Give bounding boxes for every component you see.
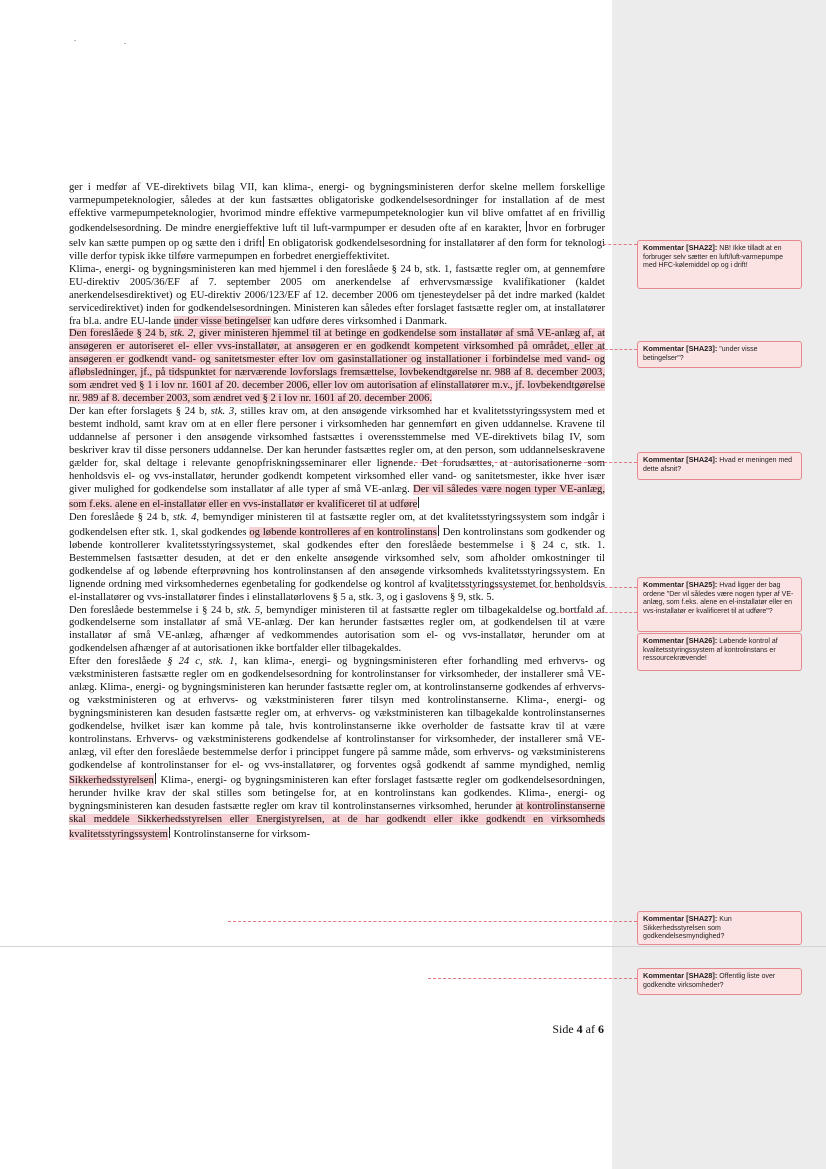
scan-speck (74, 40, 76, 41)
comment-text: Offentlig liste over godkendte virksomheder? (643, 973, 776, 989)
comment-leader (556, 612, 637, 613)
comment-text: Løbende kontrol af kvalitetsstyringssystem af kontrolinstans er ressourcekrævende! (643, 638, 778, 663)
paragraph-3 (69, 328, 605, 406)
comment-sha23[interactable] (637, 341, 802, 368)
comment-text: "under visse betingelser"? (643, 346, 758, 362)
highlight-sha26[interactable]: og løbende kontrolleres af en kontrolinstans (249, 526, 437, 538)
highlight-sha27[interactable]: Sikkerhedsstyrelsen (69, 774, 154, 786)
comment-leader (598, 244, 637, 245)
comment-leader (380, 462, 637, 463)
comment-leader (566, 349, 637, 350)
comment-sha22[interactable] (637, 240, 802, 289)
comment-leader (228, 921, 637, 922)
comment-label: Kommentar [SHA23]: (643, 344, 718, 353)
comment-sha28[interactable] (637, 968, 802, 995)
comment-text: Hvad ligger der bag ordene "Der vil således være nogen typer af VE-anlæg, som f.eks. alene en el-installatør eller en vvs-installatør er kvalificeret til at udføre"? (643, 582, 794, 615)
comment-leader (428, 978, 637, 979)
comment-text: NB! Ikke tilladt at en forbruger selv sætter en luft/luft-varmepumpe med HFC-kølemiddel op og i drift! (643, 245, 784, 270)
comment-label: Kommentar [SHA26]: (643, 636, 718, 645)
comment-sha24[interactable] (637, 452, 802, 480)
paragraph-1: ger i medfør af VE-direktivets bilag VII, kan klima-, energi- og bygningsministeren derfor skelne mellem forskellige varmepumpeteknologier, således at der kun fastsættes obligatoriske godkendelsesordninger for installation af de mest effektive varmepumpeteknologier, hvorimod mindre effektive varmepumpeteknologier kun vil blive omfattet af en frivillig godkendelsesordning. De mindre energieffektive luft til luft-varmpumper er desuden ofte af en karakter, hvor en forbruger selv kan sætte pumpen op og sætte den i drift En obligatorisk godkendelsesordning for installatører af den form for teknologi ville derfor typisk ikke tilføre varmepumpen en forbedret energieffektivitet. (69, 182, 606, 262)
comment-label: Kommentar [SHA24]: (643, 455, 718, 464)
comment-sha26[interactable] (637, 633, 802, 671)
highlight-sha22[interactable]: hvor en forbruger selv kan sætte pumpen op og sætte den i drift (69, 222, 606, 249)
comment-leader (446, 587, 637, 588)
comment-sha27[interactable] (637, 911, 802, 945)
paragraph-5: Den foreslåede § 24 b, stk. 4, bemyndiger ministeren til at fastsætte regler om, at det kvalitetsstyringssystem som indgår i godkendelsen efter stk. 1, skal godkendes og løbende kontrolleres af en kontrolinstans Den kontrolinstans som godkender og løbende kontrollerer kvalitetsstyringssystemet, skal godkendes efter den foreslåede bestemmelse i § 24 c, stk. 1. Bestemmelsen fastsætter desuden, at det er den enkelte ansøgende virksomhed selv, som afholder omkostninger til godkendelse af og løbende efterprøvning hos kontrolinstansen af den ansøgende virksomheds kvalitetsstyringssystem. En lignende ordning med virksomhedernes egenbetaling for godkendelse og kontrol af kvalitetsstyringssystemet for henholdsvis el-installatører og vvs-installatører findes i elinstallatørlovens § 5 a, stk. 3, og i gaslovens § 9, stk. 5. (69, 511, 605, 603)
paragraph-6: Den foreslåede bestemmelse i § 24 b, stk. 5, bemyndiger ministeren til at fastsætte regler om tilbagekaldelse og bortfald af godkendelserne som installatør af små VE-anlæg. Der kan herunder fastsættes regler om, at godkendelsen til at være installatør af små VE-anlæg, afhænger af vedkommendes autorisation som el- og vvs-installatør, herunder om at godkendelsen afhænger af at autorisationen ikke bortfalder eller tilbagekaldes. (69, 604, 605, 655)
highlight-sha28[interactable]: at kontrolinstanserne skal meddele Sikkerhedsstyrelsen eller Energistyrelsen, at de har godkendt eller ikke godkendt en virksomheds kvalitetsstyringssystem (69, 800, 605, 840)
comment-label: Kommentar [SHA28]: (643, 971, 718, 980)
comment-text: Hvad er meningen med dette afsnit? (643, 457, 793, 473)
document-body (69, 182, 605, 842)
paragraph-4: Der kan efter forslagets § 24 b, stk. 3, stilles krav om, at den ansøgende virksomhed har et kvalitetsstyringssystem med et bestemt indhold, samt krav om at en eller flere personer i virksomheden har gennemført en given uddannelse. Kravene til uddannelse af personer i den ansøgende virksomhed fastsættes i overensstemmelse med VE-direktivets bilag IV, som beskriver krav til disse personers uddannelse. Der kan herunder fastsættes regler om, at den person, som uddannelseskravene gælder for, skal deltage i relevante genopfriskningsseminarer eller lignende. Det forudsættes, at autorisationerne som henholdsvis el- og vvs-installatør, herunder godkendt kompetent virksomhed eller vand- og sanitetsmester, ikke hver især giver mulighed for godkendelse som installatør af alle typer af små VE-anlæg. Der vil således være nogen typer VE-anlæg, som f.eks. alene en el-installatør eller en vvs-installatør er kvalificeret til at udføre (69, 406, 605, 510)
scan-line (0, 946, 826, 947)
page-number-footer: Side 4 af 6 (552, 1022, 604, 1036)
highlight-sha24[interactable]: Den foreslåede § 24 b, stk. 2, giver ministeren hjemmel til at betinge en godkendelse som installatør af små VE-anlæg af, at ansøgeren er autoriseret el- eller vvs-installatør, at ansøgeren er en godkendt kompetent virksomhed på området, eller at ansøgeren er godkendt vand- og sanitetsmester efter lov om gasinstallationer og installationer i forbindelse med vand- og afløbsledninger, jf., på tidspunktet for nærværende lovforslags fremsættelse, lovbekendtgørelse nr. 988 af 8. december 2003, som ændret ved § 1 i lov nr. 1601 af 20. december 2006, eller lov om autorisation af elinstallatører m.v., jf. lovbekendtgørelse nr. 989 af 8. december 2003, som ændret ved § 2 i lov nr. 1601 af 20. december 2006. (69, 328, 605, 405)
scan-speck (124, 43, 126, 44)
comment-text: Kun Sikkerhedsstyrelsen som godkendelsesmyndighed? (643, 916, 732, 941)
comment-label: Kommentar [SHA22]: (643, 243, 718, 252)
paragraph-7: Efter den foreslåede § 24 c, stk. 1, kan klima-, energi- og bygningsministeren efter forhandling med erhvervs- og vækstministeren fastsætte regler om en godkendelsesordning for kontrolinstanser for virksomheder, der installerer små VE-anlæg. Klima-, energi- og bygningsministeren kan herunder fastsætte regler om, at kontrolinstanserne godkendes af erhvervs- og vækstministeren og at erhvervs- og vækstministeren fører tilsyn med kontrolinstanserne. Klima-, energi- og bygningsministeren kan desuden fastsætte regler om, at erhvervs- og vækstministeren kan tilbagekalde kontrolinstansernes godkendelse, hvilket især kan komme på tale, hvis kontrolinstanserne ikke overholder de fastsatte krav til at være kontrolinstans. Erhvervs- og vækstministerens godkendelse af kontrolinstanser for virksomheder, der installerer små VE-anlæg, vil efter den foreslåede bestemmelse derfor i princippet fungere på samme måde, som erhvervs- og vækstministerens godkendelse af kontrolinstanser for el- og vvs-installatører, og forventes også godkendt af samme myndighed, nemlig Sikkerhedsstyrelsen Klima-, energi- og bygningsministeren kan efter forslaget fastsætte regler om godkendelsesordningen, herunder hvilke krav der skal stilles som betingelse for, at en kontrolinstans kan godkendes. Klima-, energi- og bygningsministeren kan desuden fastsætte regler om krav til kontrolinstansernes virksomhed, herunder at kontrolinstanserne skal meddele Sikkerhedsstyrelsen eller Energistyrelsen, at de har godkendt eller ikke godkendt en virksomheds kvalitetsstyringssystem Kontrolinstanserne for virksom- (69, 656, 605, 840)
comment-label: Kommentar [SHA25]: (643, 580, 718, 589)
comment-sha25[interactable] (637, 577, 802, 632)
highlight-sha23[interactable]: under visse betingelser (173, 315, 271, 327)
highlight-sha25[interactable]: Der vil således være nogen typer VE-anlæg, som f.eks. alene en el-installatør eller en vvs-installatør er kvalificeret til at udføre (69, 483, 605, 510)
comment-label: Kommentar [SHA27]: (643, 914, 718, 923)
paragraph-2: Klima-, energi- og bygningsministeren kan med hjemmel i den foreslåede § 24 b, stk. 1, fastsætte regler om, at gennemføre EU-direktiv 2005/36/EF af 7. september 2005 om anerkendelse af erhvervsmæssige kvalifikationer (kaldet anerkendelsesdirektivet) og EU-direktiv 2006/123/EF af 12. december 2006 om tjenesteydelser på det indre marked (kaldet servicedirektivet) inden for godkendelsesordningen. Ministeren kan således efter forslaget fastsætte regler om, at installatører fra bl.a. andre EU-lande under visse betingelser kan udføre deres virksomhed i Danmark. (69, 263, 605, 327)
